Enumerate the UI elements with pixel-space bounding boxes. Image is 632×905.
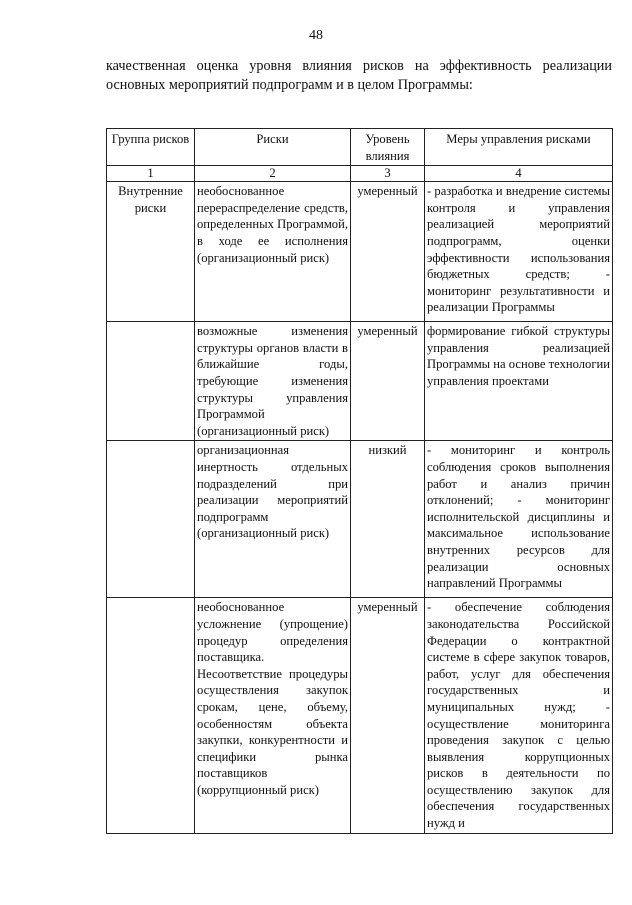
risk-cell: необоснованное перераспределение средств, определенных Программой, в ходе ее исполнения (организационный риск) bbox=[195, 182, 351, 322]
risk-group-cell bbox=[107, 598, 195, 833]
table-row bbox=[107, 598, 613, 833]
page-number: 48 bbox=[309, 28, 323, 43]
measures-cell: - обеспечение соблюдения законодательства Российской Федерации о контрактной системе в сфере закупок товаров, работ, услуг для обеспечения государственных и муниципальных нужд; - осуществление мониторинга проведения закупок с целью выявления коррупционных рисков в деятельности по осуществлению закупок для обеспечения государственных нужд и bbox=[425, 598, 613, 833]
intro-line-2: основных мероприятий подпрограмм и в целом Программы: bbox=[106, 77, 473, 93]
column-number: 3 bbox=[351, 166, 425, 182]
impact-level-cell: низкий bbox=[351, 441, 425, 598]
measures-cell: формирование гибкой структуры управления реализацией Программы на основе технологии управления проектами bbox=[425, 322, 613, 441]
risk-cell: необоснованное усложнение (упрощение) процедур определения поставщика. Несоответствие процедуры осуществления закупок срокам, цене, объему, особенностям объекта закупки, конкурентности и специфики рынка поставщиков (коррупционный риск) bbox=[195, 598, 351, 833]
header-risks: Риски bbox=[195, 129, 351, 166]
risk-cell: возможные изменения структуры органов власти в ближайшие годы, требующие изменения структуры управления Программой (организационный риск) bbox=[195, 322, 351, 441]
risk-management-table bbox=[106, 128, 613, 834]
intro-line-1: качественная оценка уровня влияния рисков на эффективность реализации bbox=[106, 58, 612, 74]
risk-group-cell: Внутренние риски bbox=[107, 182, 195, 322]
table-header-row bbox=[107, 129, 613, 166]
risk-cell: организационная инертность отдельных подразделений при реализации мероприятий подпрограмм (организационный риск) bbox=[195, 441, 351, 598]
impact-level-cell: умеренный bbox=[351, 322, 425, 441]
header-risk-group: Группа рисков bbox=[107, 129, 195, 166]
header-impact-level: Уровень влияния bbox=[351, 129, 425, 166]
column-number: 2 bbox=[195, 166, 351, 182]
risk-group-cell bbox=[107, 441, 195, 598]
column-number: 4 bbox=[425, 166, 613, 182]
impact-level-cell: умеренный bbox=[351, 598, 425, 833]
risk-group-cell bbox=[107, 322, 195, 441]
measures-cell: - мониторинг и контроль соблюдения сроков выполнения работ и анализ причин отклонений; - мониторинг исполнительской дисциплины и максимальное использование внутренних ресурсов для реализации основных направлений Программы bbox=[425, 441, 613, 598]
measures-cell: - разработка и внедрение системы контроля и управления реализацией мероприятий подпрограмм, оценки эффективности использования бюджетных средств; - мониторинг результативности и реализации Программы bbox=[425, 182, 613, 322]
column-number-row bbox=[107, 166, 613, 182]
table-row bbox=[107, 182, 613, 322]
intro-paragraph bbox=[106, 57, 612, 95]
column-number: 1 bbox=[107, 166, 195, 182]
impact-level-cell: умеренный bbox=[351, 182, 425, 322]
header-risk-measures: Меры управления рисками bbox=[425, 129, 613, 166]
table-row bbox=[107, 441, 613, 598]
table-row bbox=[107, 322, 613, 441]
